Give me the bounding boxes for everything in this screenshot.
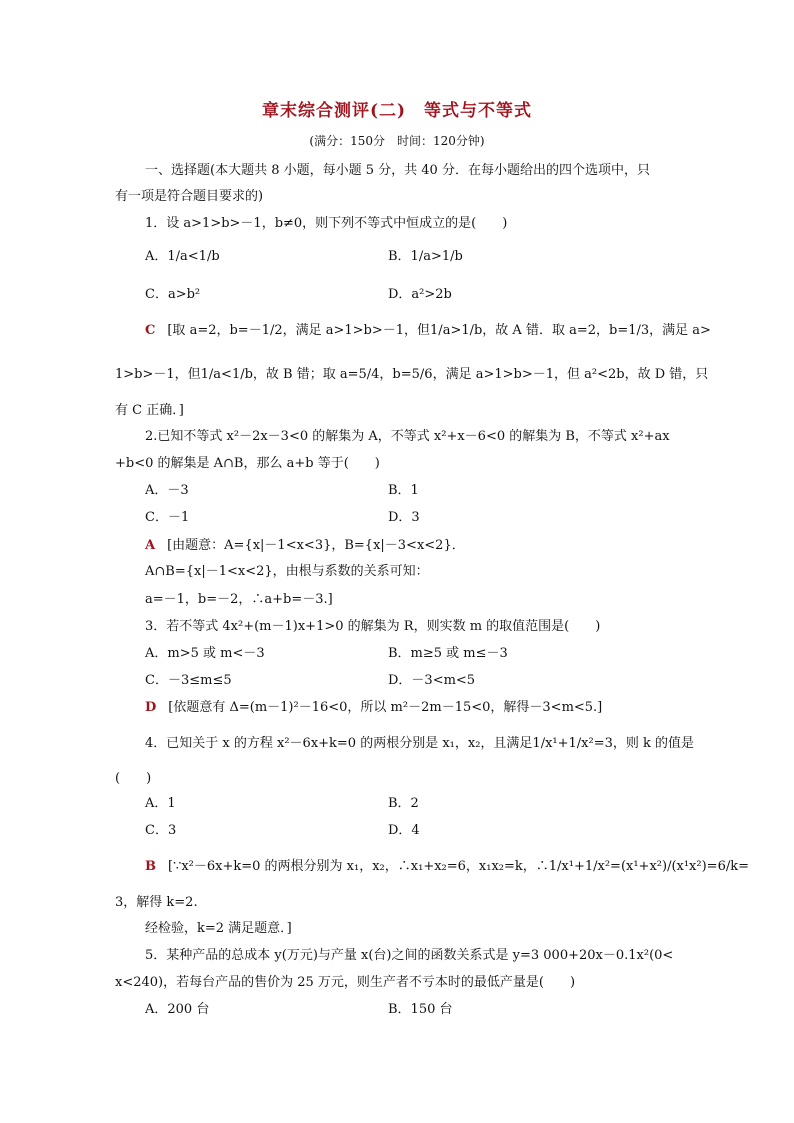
q5-option-b: B．150 台 (388, 1002, 453, 1017)
page-title (0, 96, 794, 121)
q3-stem: 3．若不等式 4x²+(m－1)x+1>0 的解集为 R，则实数 m 的取值范围是( ) (145, 619, 601, 634)
q2-stem-line-1: 2.已知不等式 x²－2x－3<0 的解集为 A，不等式 x²+x－6<0 的解集为 B，不等式 x²+ax (145, 429, 670, 444)
q3-option-c: C．－3≤m≤5 (145, 673, 232, 688)
q3-option-a: A．m>5 或 m<－3 (145, 646, 265, 661)
q1-option-d: D．a²>2b (388, 287, 452, 302)
q2-solution-line-3: a=－1，b=－2，∴a+b=－3.] (145, 592, 333, 607)
q3-solution: D [依题意有 Δ=(m－1)²－16<0，所以 m²－2m－15<0，解得－3<m<5.] (145, 700, 603, 715)
q4-answer: B (145, 859, 156, 874)
q4-option-a: A．1 (145, 796, 176, 811)
q5-option-a: A．200 台 (145, 1002, 210, 1017)
q1-solution-line-3: 有 C 正确．] (115, 403, 184, 418)
q2-stem-line-2: +b<0 的解集是 A∩B，那么 a+b 等于( ) (115, 456, 380, 471)
q1-option-a: A．1/a<1/b (145, 249, 220, 264)
q2-option-c: C．－1 (145, 510, 190, 525)
q2-option-a: A．－3 (145, 483, 189, 498)
q5-stem-line-1: 5．某种产品的总成本 y(万元)与产量 x(台)之间的函数关系式是 y=3 000+20x－0.1x²(0< (145, 948, 674, 963)
q1-stem: 1．设 a>1>b>－1，b≠0，则下列不等式中恒成立的是( ) (145, 216, 508, 231)
q3-option-d: D．－3<m<5 (388, 673, 476, 688)
q3-option-b: B．m≥5 或 m≤－3 (388, 646, 508, 661)
q2-solution-line-2: A∩B={x|－1<x<2}，由根与系数的关系可知： (145, 564, 429, 579)
exam-meta: (满分：150分 时间：120分钟) (309, 134, 485, 148)
q3-answer: D (145, 700, 157, 715)
q1-option-b: B．1/a>1/b (388, 249, 463, 264)
q1-solution-line-2: 1>b>－1，但1/a<1/b，故 B 错；取 a=5/4，b=5/6，满足 a>1>b>－1，但 a²<2b，故 D 错，只 (115, 367, 709, 382)
q4-solution-line-1: B [∵x²－6x+k=0 的两根分别为 x₁，x₂，∴x₁+x₂=6，x₁x₂=k，∴1/x¹+1/x²=(x¹+x²)/(x¹x²)=6/k= (145, 859, 749, 874)
title-main: 章末综合测评(二) (261, 101, 407, 121)
q1-solution-line-1: C [取 a=2，b=－1/2，满足 a>1>b>－1，但1/a>1/b，故 A 错．取 a=2，b=1/3，满足 a> (145, 323, 711, 338)
section-line-2: 有一项是符合题目要求的) (115, 189, 264, 204)
title-sub: 等式与不等式 (424, 101, 533, 121)
q1-option-c: C．a>b² (145, 287, 201, 302)
q4-stem-line-1: 4．已知关于 x 的方程 x²－6x+k=0 的两根分别是 x₁，x₂，且满足1/x¹+1/x²=3，则 k 的值是 (145, 736, 695, 751)
q4-option-d: D．4 (388, 823, 420, 838)
q4-option-c: C．3 (145, 823, 177, 838)
q4-stem-line-2: ( ) (115, 771, 152, 786)
q5-stem-line-2: x<240)，若每台产品的售价为 25 万元，则生产者不亏本时的最低产量是( ) (115, 975, 576, 990)
q2-solution-line-1: A [由题意：A={x|－1<x<3}，B={x|－3<x<2}． (145, 538, 465, 553)
q2-option-b: B．1 (388, 483, 419, 498)
q2-option-d: D．3 (388, 510, 420, 525)
q4-solution-line-2: 3，解得 k=2. (115, 895, 198, 910)
q4-solution-line-3: 经检验，k=2 满足题意．] (145, 921, 292, 936)
q1-answer: C (145, 323, 156, 338)
q4-option-b: B．2 (388, 796, 419, 811)
q2-answer: A (145, 538, 156, 553)
section-line-1: 一、选择题(本大题共 8 小题，每小题 5 分，共 40 分．在每小题给出的四个选项中，只 (145, 163, 650, 178)
